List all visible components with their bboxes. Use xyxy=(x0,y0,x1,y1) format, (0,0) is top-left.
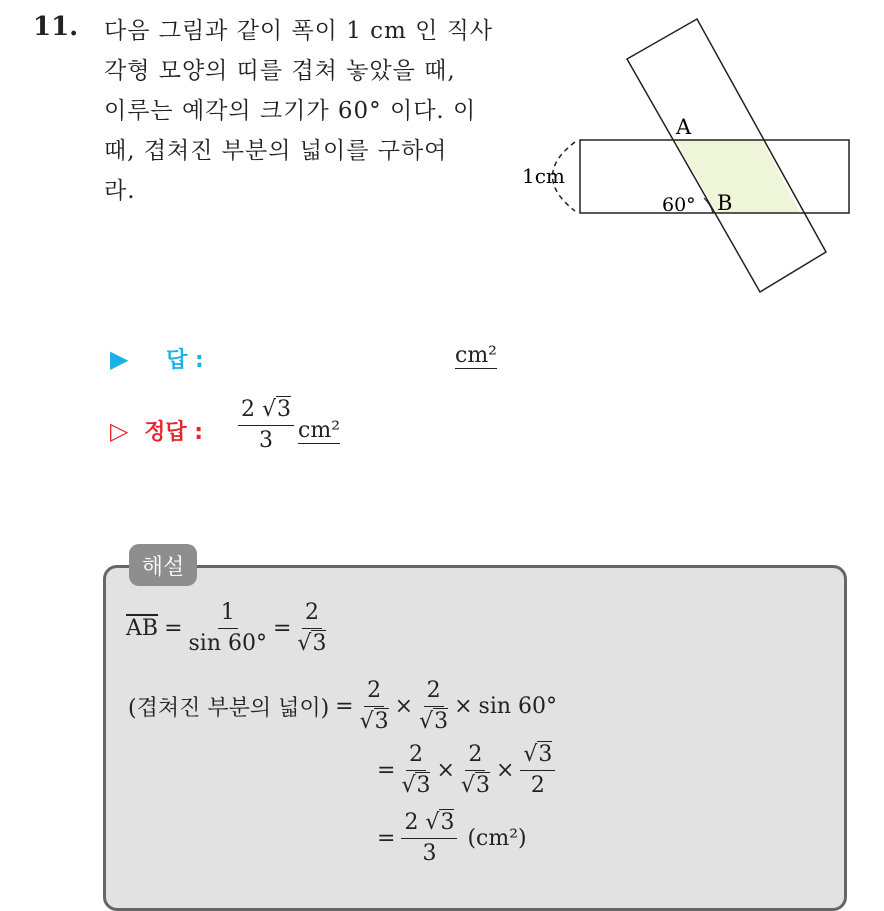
numerator-radicand: 3 xyxy=(440,810,455,835)
label-b: B xyxy=(717,191,733,215)
angle-label: 60° xyxy=(662,194,696,216)
denominator: 3 xyxy=(259,428,273,453)
frac-den: 2 xyxy=(530,773,545,798)
solution-line-4: = $\frac{2 √3}{3}$ (cm²) xyxy=(377,810,527,866)
frac-num: 2 xyxy=(406,742,426,771)
frac-den-radicand: 3 xyxy=(312,631,327,656)
numerator-coef: 2 xyxy=(241,397,255,422)
problem-text-line: 다음 그림과 같이 폭이 1 cm 인 직사 xyxy=(104,18,494,44)
frac-num: 2 xyxy=(364,678,384,707)
frac-den-radicand: 3 xyxy=(416,773,431,798)
frac-den-radicand: 3 xyxy=(374,709,389,734)
frac-den-radicand: 3 xyxy=(434,709,449,734)
segment-ab: $\overline{AB}$ xyxy=(126,616,159,641)
width-label: 1cm xyxy=(522,164,565,188)
frac-num: 2 xyxy=(465,742,485,771)
problem-text-line: 각형 모양의 띠를 겹쳐 놓았을 때, xyxy=(104,58,456,84)
problem-text-line: 라. xyxy=(104,178,136,204)
sin-term: sin 60° xyxy=(478,694,558,719)
solution-line-2: (겹쳐진 부분의 넓이) = $\frac{2}{√3}$ × $\frac{2}{√3}$ × sin 60° xyxy=(128,678,558,734)
outline-triangle-icon: ▷ xyxy=(110,417,129,445)
correct-answer-value: $\frac{2 √3}{3}$ cm² xyxy=(238,397,340,454)
correct-label: 정답 : xyxy=(144,420,204,445)
solution-line-3: = $\frac{2}{√3}$ × $\frac{2}{√3}$ × $\frac{√3}{2}$ xyxy=(371,742,555,799)
frac-num: 2 xyxy=(424,678,444,707)
answer-label: 답 : xyxy=(166,348,204,373)
answer-row xyxy=(110,343,204,374)
frac-num: 2 xyxy=(302,600,322,629)
solution-tag: 해설 xyxy=(129,544,197,586)
area-label: (겹쳐진 부분의 넓이) xyxy=(128,696,330,721)
frac-den-radicand: 3 xyxy=(475,773,490,798)
numerator-coef: 2 xyxy=(404,810,419,835)
solution-line-1: $\overline{AB}$ = $\frac{1}{\sin 60^\circ}$ = $\frac{2}{√3}$ xyxy=(126,600,327,656)
final-unit: (cm²) xyxy=(467,826,527,851)
problem-text-line: 이루는 예각의 크기가 60° 이다. 이 xyxy=(104,98,477,124)
frac-den: sin 60° xyxy=(188,631,267,656)
label-a: A xyxy=(676,115,692,139)
filled-triangle-icon: ▶ xyxy=(110,345,129,373)
correct-answer-row xyxy=(110,415,203,446)
frac-num: 1 xyxy=(218,600,238,629)
numerator-radicand: 3 xyxy=(277,397,292,422)
frac-den: 3 xyxy=(422,841,437,866)
correct-unit: cm² xyxy=(298,417,341,443)
problem-number: 11. xyxy=(33,12,79,42)
answer-blank-unit: cm² xyxy=(455,343,498,368)
problem-text-line: 때, 겹쳐진 부분의 넓이를 구하여 xyxy=(104,138,448,164)
frac-num-radicand: 3 xyxy=(538,742,553,767)
